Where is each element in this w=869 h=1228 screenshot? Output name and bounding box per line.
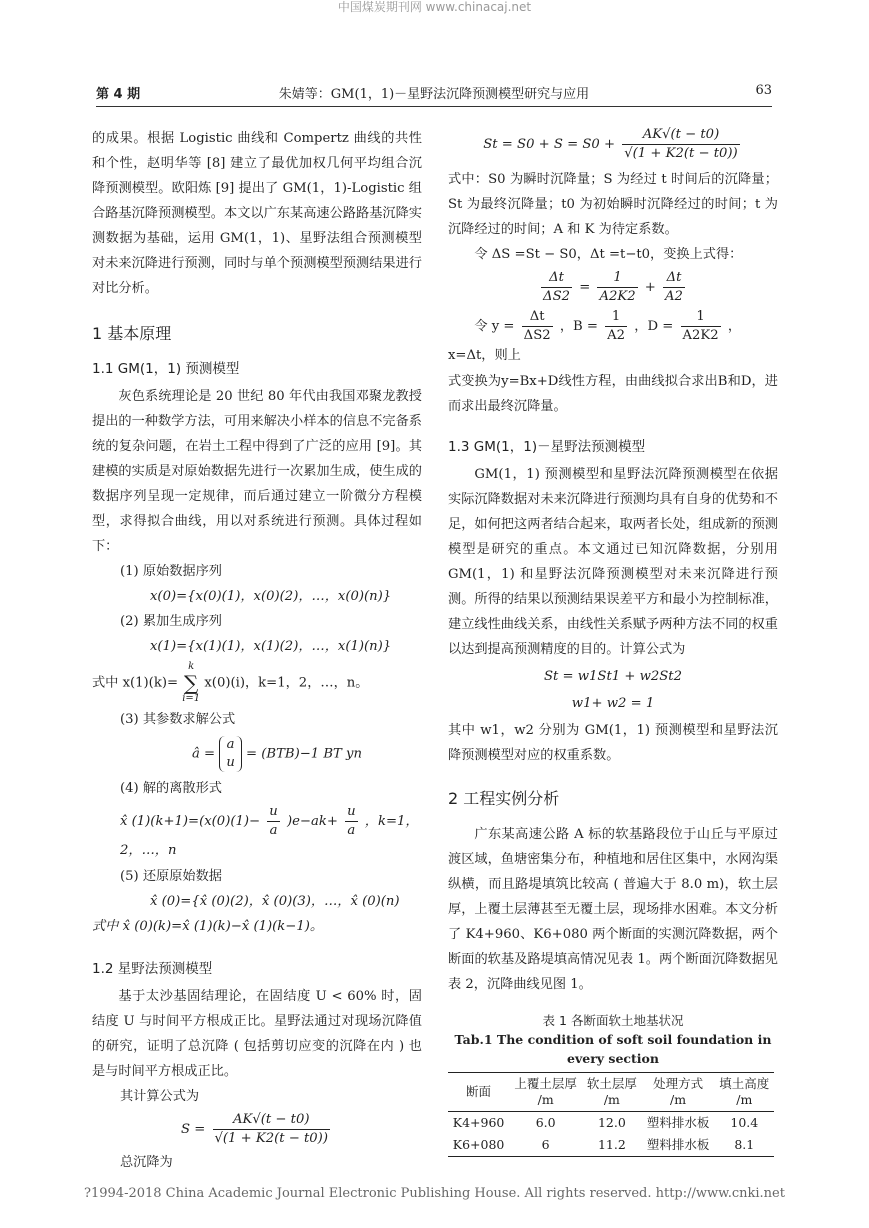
table-caption-en: Tab.1 The condition of soft soil foundation in every section [454, 1032, 772, 1066]
eq11-d-num: 1 [681, 308, 721, 327]
eq5-fraction-2 [345, 803, 358, 840]
eq11-b-fraction [605, 308, 627, 345]
step-1-label: (1) 原始数据序列 [120, 564, 222, 579]
header-overburden: 上覆土层厚 /m [509, 1073, 582, 1112]
table-cell: 8.1 [715, 1134, 774, 1157]
header-section: 断面 [448, 1073, 509, 1112]
eq9-fraction [622, 126, 739, 163]
sum-symbol [182, 661, 200, 705]
table-cell: 12.0 [597, 1115, 626, 1130]
eq11-suffix: ，x=Δt，则上 [448, 319, 742, 363]
total-settlement-label: 总沉降为 [120, 1155, 173, 1170]
gm-paragraph: 灰色系统理论是 20 世纪 80 年代由我国邓聚龙教授提出的一种数学方法，可用来解决小样本的信息不完备系统的复杂问题，在岩土工程中得到了广泛的应用 [9]。其建模的实质是对原始数据先进行一次累加生成，使生成的数据序列呈现一定规律，而后通过建立一阶微分方程模型，求得拟合曲线，用以对系统进行预测。具体过程如下： [92, 389, 422, 554]
eq11-b-num: 1 [605, 308, 627, 327]
step-5-label: (5) 还原原始数据 [120, 869, 222, 884]
page-header [96, 83, 772, 103]
sum-lower: i=1 [182, 693, 201, 704]
header-rule [96, 106, 772, 107]
equation-12: St = w1St1 + w2St2 [543, 669, 682, 684]
eq11-prefix: 令 y = [474, 319, 515, 334]
eq3-prefix: 式中 x(1)(k)= [92, 675, 179, 691]
eq5-f1-den: a [269, 823, 278, 838]
eq4-rhs: = (BTB)−1 BT yn [246, 746, 362, 762]
equation-6: x̂ (0)={x̂ (0)(2)，x̂ (0)(3)，…，x̂ (0)(n) [150, 894, 400, 909]
eq8-den: √(1 + K2(t − t0)) [214, 1131, 328, 1146]
eq5-f1-num: u [267, 803, 280, 822]
transform-paragraph: 令 ΔS =St − S0，Δt =t−t0，变换上式得： [474, 247, 743, 262]
right-column [448, 126, 778, 1157]
equation-13: w1+ w2 = 1 [571, 696, 655, 711]
table-row [448, 1112, 774, 1135]
page-number: 63 [755, 83, 772, 98]
parameter-vector [219, 736, 242, 772]
step-2-label: (2) 累加生成序列 [120, 614, 222, 629]
step-3-label: (3) 其参数求解公式 [120, 712, 236, 727]
eq8-lhs: S = [181, 1122, 206, 1137]
combined-model-paragraph: GM(1，1) 预测模型和星野法沉降预测模型在依据实际沉降数据对未来沉降进行预测均具有自身的优势和不足，如何把这两者结合起来，取两者长处，组成新的预测模型是研究的重点。本文通过已知沉降数据，分别用 GM(1，1) 和星野法沉降预测模型对未来沉降进行预测。所得的结果以预测结果误差平方和最小为控制标准，建立线性曲线关系，由线性关系赋予两种方法不同的权重以达到提高预测精度的目的。计算公式为 [448, 467, 778, 657]
watermark: 中国煤炭期刊网 www.chinacaj.net [337, 0, 532, 14]
table-cell: 10.4 [730, 1115, 759, 1130]
eq4-lhs: â = [192, 746, 216, 762]
eq5-middle: )e−ak+ [286, 814, 338, 829]
issue-number: 第 4 期 [96, 87, 141, 102]
eq9-lhs: St = S0 + S = S0 + [483, 137, 616, 152]
section-2-heading: 2 工程实例分析 [448, 789, 560, 808]
eq5-f2-den: a [347, 823, 356, 838]
eq10-right [663, 269, 685, 306]
section-1-1-heading: 1.1 GM(1，1) 预测模型 [92, 361, 240, 377]
equation-10: $\frac{\Delta t}{\Delta S2}$ = $\frac{1}{A2K2}$ + $\frac{\Delta t}{A2}$ [543, 270, 683, 304]
intro-paragraph: 的成果。根据 Logistic 曲线和 Compertz 曲线的共性和个性，赵明华等 [8] 建立了最优加权几何平均组合沉降预测模型。欧阳炼 [9] 提出了 GM(1，1)-Logistic 组合路基沉降预测模型。本文以广东某高速公路路基沉降实测数据为基础，运用 GM(1，1)、星野法组合预测模型对未来沉降进行预测，同时与单个预测模型预测结果进行对比分析。 [92, 131, 422, 296]
equation-11 [448, 308, 778, 367]
section-1-3-heading: 1.3 GM(1，1)－星野法预测模型 [448, 439, 646, 455]
eq10-m-den: A2K2 [599, 289, 636, 304]
eq5-fraction-1 [267, 803, 280, 840]
eq9-num: AK√(t − t0) [622, 126, 739, 145]
weights-paragraph: 其中 w1，w2 分别为 GM(1，1) 预测模型和星野法沉降预测模型对应的权重系数。 [448, 723, 778, 763]
equation-3 [92, 661, 422, 705]
equation-8 [92, 1111, 422, 1148]
definitions-paragraph: 式中：S0 为瞬时沉降量；S 为经过 t 时间后的沉降量；St 为最终沉降量；t0 为初始瞬时沉降经过的时间；t 为沉降经过的时间；A 和 K 为待定系数。 [448, 172, 778, 237]
eq11-y-fraction [522, 308, 553, 345]
eq5-f2-num: u [345, 803, 358, 822]
header-fill-height: 填土高度 /m [715, 1073, 774, 1112]
table-header-row [448, 1073, 774, 1112]
eq11-y-den: ΔS2 [523, 328, 551, 343]
table-cell: K6+080 [448, 1134, 509, 1157]
table-cell: 塑料排水板 [646, 1115, 710, 1130]
eq11-b: ，B = [559, 319, 598, 334]
table-row [448, 1134, 774, 1157]
header-soft-soil: 软土层厚 /m [582, 1073, 641, 1112]
linear-paragraph: 式变换为y=Bx+D线性方程，由曲线拟合求出B和D，进而求出最终沉降量。 [448, 374, 778, 414]
table-cell: 6.0 [535, 1115, 556, 1130]
eq10-m-num: 1 [597, 269, 637, 288]
step-4-label: (4) 解的离散形式 [120, 781, 222, 796]
copyright-footer: ?1994-2018 China Academic Journal Electronic Publishing House. All rights reserved. http://www.cnki.net [84, 1186, 785, 1201]
eq10-left [541, 269, 572, 306]
table-1 [448, 1011, 778, 1157]
equation-9 [448, 126, 778, 163]
equation-2: x(1)={x(1)(1)，x(1)(2)，…，x(1)(n)} [150, 639, 392, 654]
table-caption-cn: 表 1 各断面软土地基状况 [542, 1013, 684, 1028]
eq8-fraction [213, 1111, 330, 1148]
eq10-l-den: ΔS2 [543, 289, 570, 304]
table-cell: K4+960 [452, 1115, 505, 1130]
equation-4 [132, 736, 422, 772]
hoshino-paragraph: 基于太沙基固结理论，在固结度 U < 60% 时，固结度 U 与时间平方根成正比。星野法通过对现场沉降值的研究，证明了总沉降 ( 包括剪切应变的沉降在内 ) 也是与时间平方根成正比。 [92, 989, 422, 1079]
eq11-b-den: A2 [607, 328, 626, 343]
eq11-d: ，D = [634, 319, 674, 334]
eq11-d-den: A2K2 [682, 328, 719, 343]
eq5-suffix: ，k=1，2，…，n [120, 814, 419, 858]
equation-5 [92, 803, 422, 862]
eq10-r-den: A2 [665, 289, 683, 304]
eq11-d-fraction [681, 308, 721, 345]
eq9-den: √(1 + K2(t − t0)) [624, 146, 738, 161]
table-cell: 塑料排水板 [642, 1134, 715, 1157]
sum-upper: k [188, 661, 195, 672]
eq10-r-num: Δt [663, 269, 685, 288]
equation-7: 式中 x̂ (0)(k)=x̂ (1)(k)−x̂ (1)(k−1)。 [92, 919, 324, 934]
header-treatment: 处理方式 /m [642, 1073, 715, 1112]
eq10-middle [597, 269, 637, 306]
table-cell: 11.2 [582, 1134, 641, 1157]
left-column [92, 126, 422, 1175]
eq8-num: AK√(t − t0) [213, 1111, 330, 1130]
vector-a: a [226, 737, 235, 752]
table-cell: 6 [509, 1134, 582, 1157]
eq10-l-num: Δt [541, 269, 572, 288]
running-title: 朱婧等：GM(1，1)－星野法沉降预测模型研究与应用 [278, 87, 590, 102]
soil-condition-table [448, 1072, 774, 1157]
section-1-heading: 1 基本原理 [92, 324, 172, 343]
case-study-paragraph: 广东某高速公路 A 标的软基路段位于山丘与平原过渡区域，鱼塘密集分布，种植地和居住区集中，水网沟渠纵横，而且路堤填筑比较高 ( 普遍大于 8.0 m)，软土层厚，上覆土层薄甚至无覆土层，现场排水困难。本文分析了 K4+960、K6+080 两个断面的实测沉降数据，两个断面的软基及路堤填高情况见表 1。两个断面沉降数据见表 2，沉降曲线见图 1。 [448, 827, 778, 992]
sigma-icon: ∑ [184, 671, 199, 695]
vector-u: u [226, 755, 235, 770]
eq5-prefix: x̂ (1)(k+1)=(x(0)(1)− [120, 814, 261, 829]
eq11-y-num: Δt [522, 308, 553, 327]
equation-1: x(0)={x(0)(1)，x(0)(2)，…，x(0)(n)} [150, 589, 392, 604]
section-1-2-heading: 1.2 星野法预测模型 [92, 961, 213, 977]
eq3-suffix: x(0)(i)，k=1，2，…，n。 [204, 675, 369, 691]
calc-formula-label: 其计算公式为 [120, 1089, 200, 1104]
